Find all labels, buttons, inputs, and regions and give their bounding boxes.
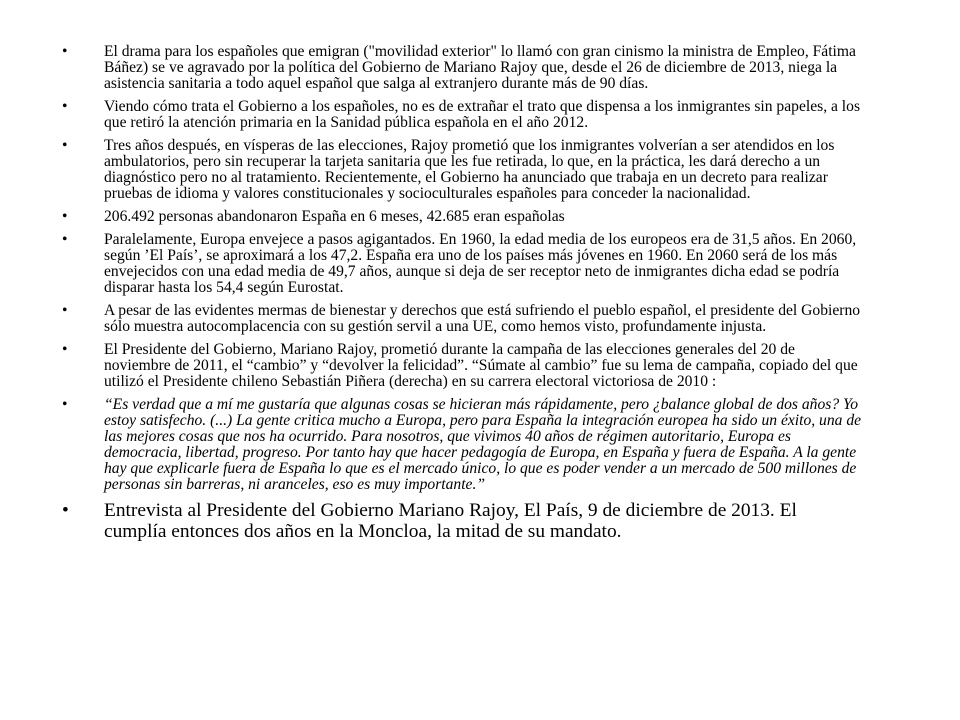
bullet-text: Tres años después, en vísperas de las elecciones, Rajoy prometió que los inmigrantes volverían a ser atendidos en los ambulatorios, pero sin recuperar la tarjeta sanitaria que les fue retirada, lo que, en la práctica, les dará derecho a un diagnóstico pero no al tratamiento. Recientemente, el Gobierno ha anunciado que trabaja en un decreto para realizar pruebas de idioma y valores constitucionales y socioculturales españoles para conceder la nacionalidad. <box>104 137 835 202</box>
bullet-marker: • <box>62 302 68 319</box>
bullet-text: 206.492 personas abandonaron España en 6 meses, 42.685 eran españolas <box>104 208 565 225</box>
bullet-item <box>62 232 862 296</box>
bullet-item <box>62 342 862 390</box>
quote-bullet-item <box>62 397 862 493</box>
bullet-text: Viendo cómo trata el Gobierno a los españoles, no es de extrañar el trato que dispensa a los inmigrantes sin papeles, a los que retiró la atención primaria en la Sanidad pública española en el año 2012. <box>104 98 861 131</box>
bullet-item <box>62 44 862 92</box>
bullet-text: El drama para los españoles que emigran ("movilidad exterior" lo llamó con gran cinismo la ministra de Empleo, Fátima Báñez) se ve agravado por la política del Gobierno de Mariano Rajoy que, desde el 26 de diciembre de 2013, niega la asistencia sanitaria a todo aquel español que salga al extranjero durante más de 90 días. <box>104 43 856 92</box>
source-text: Entrevista al Presidente del Gobierno Mariano Rajoy, El País, 9 de diciembre de 2013. El cumplía entonces dos años en la Moncloa, la mitad de su mandato. <box>104 500 797 542</box>
bullet-marker: • <box>62 43 68 60</box>
bullet-item <box>62 209 862 225</box>
bullet-marker: • <box>62 500 69 521</box>
bullet-marker: • <box>62 137 68 154</box>
bullet-marker: • <box>62 341 68 358</box>
bullet-item <box>62 99 862 131</box>
bullet-list <box>62 44 862 549</box>
bullet-item <box>62 138 862 202</box>
bullet-text: El Presidente del Gobierno, Mariano Rajoy, prometió durante la campaña de las elecciones generales del 20 de noviembre de 2011, el “cambio” y “devolver la felicidad”. “Súmate al cambio” fue su lema de campaña, copiado del que utilizó el Presidente chileno Sebastián Piñera (derecha) en su carrera electoral victoriosa de 2010 : <box>104 341 858 390</box>
bullet-text: A pesar de las evidentes mermas de bienestar y derechos que está sufriendo el pueblo español, el presidente del Gobierno sólo muestra autocomplacencia con su gestión servil a una UE, como hemos visto, profundamente injusta. <box>104 302 861 335</box>
source-bullet-item <box>62 500 862 542</box>
bullet-text: Paralelamente, Europa envejece a pasos agigantados. En 1960, la edad media de los europeos era de 31,5 años. En 2060, según ’El País’, se aproximará a los 47,2. España era uno de los países más jóvenes en 1960. En 2060 será de los más envejecidos con una edad media de 49,7 años, aunque si deja de ser receptor neto de inmigrantes dicha edad se podría disparar hasta los 54,4 según Eurostat. <box>104 231 857 296</box>
bullet-marker: • <box>62 98 68 115</box>
bullet-marker: • <box>62 208 68 225</box>
bullet-marker: • <box>62 396 68 413</box>
bullet-marker: • <box>62 231 68 248</box>
quote-text: “Es verdad que a mí me gustaría que algunas cosas se hicieran más rápidamente, pero ¿balance global de dos años? Yo estoy satisfecho. (...) La gente critica mucho a Europa, pero para España la integración europea ha sido un éxito, una de las mejores cosas que nos ha ocurrido. Para nosotros, que vivimos 40 años de régimen autoritario, Europa es democracia, libertad, progreso. Por tanto hay que hacer pedagogía de Europa, en España y fuera de España. A la gente hay que explicarle fuera de España lo que es el mercado único, lo que es poder vender a un mercado de 500 millones de personas sin barreras, ni aranceles, eso es muy importante.” <box>104 396 862 493</box>
bullet-item <box>62 303 862 335</box>
